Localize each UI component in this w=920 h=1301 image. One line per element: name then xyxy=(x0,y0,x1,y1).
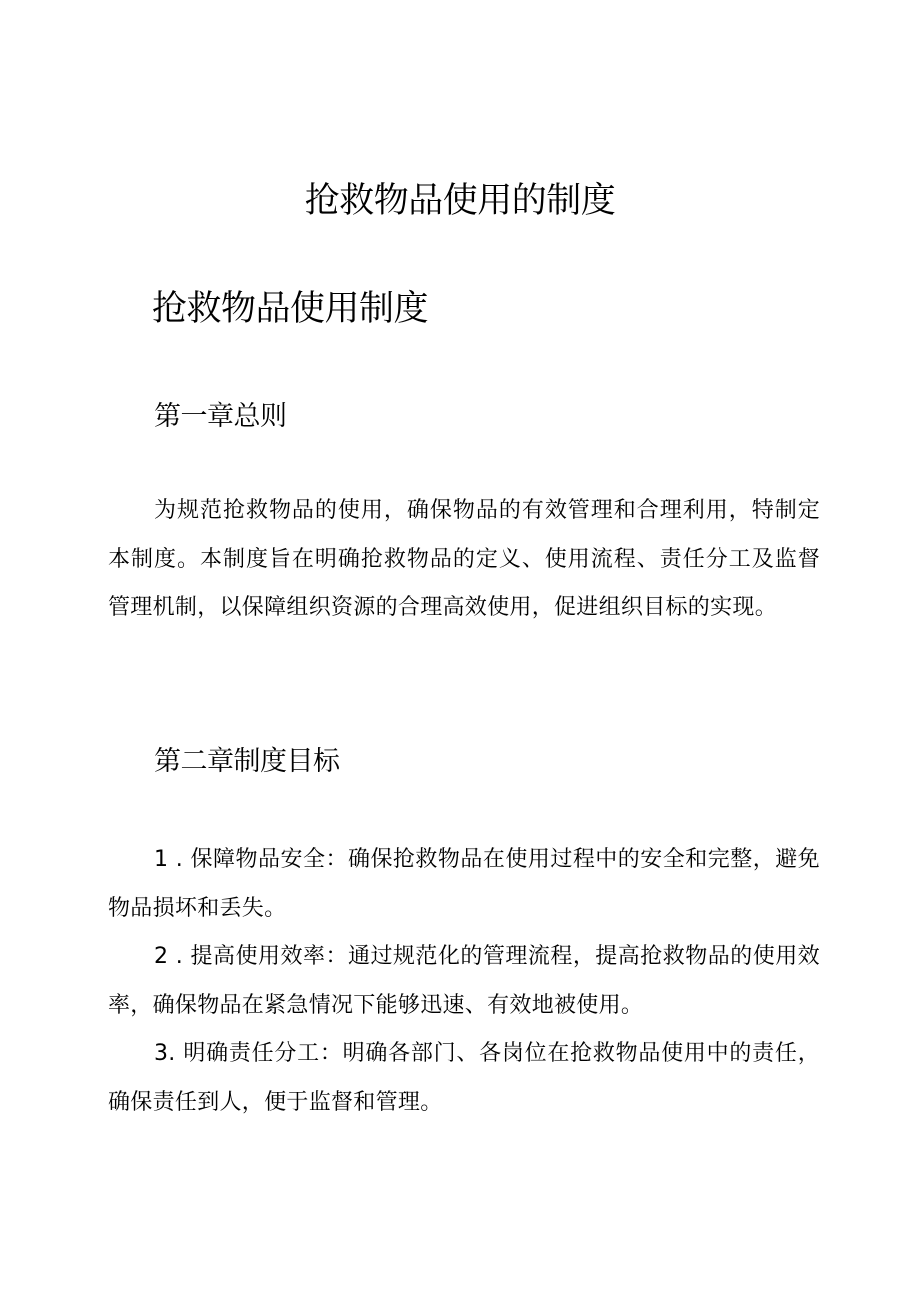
paragraph-goal-1: 1 . 保障物品安全：确保抢救物品在使用过程中的安全和完整，避免物品损坏和丢失。 xyxy=(108,847,820,921)
chapter-heading-general: 第一章总则 xyxy=(154,401,287,432)
paragraph-general-intro: 为规范抢救物品的使用，确保物品的有效管理和合理利用，特制定本制度。本制度旨在明确抢救物品的定义、使用流程、责任分工及监督管理机制，以保障组织资源的合理高效使用，促进组织目标的实现。 xyxy=(108,498,820,620)
paragraph-goal-2: 2 . 提高使用效率：通过规范化的管理流程，提高抢救物品的使用效率，确保物品在紧急情况下能够迅速、有效地被使用。 xyxy=(108,944,820,1018)
paragraph-goal-3: 3. 明确责任分工：明确各部门、各岗位在抢救物品使用中的责任，确保责任到人，便于监督和管理。 xyxy=(108,1041,820,1115)
chapter-heading-goals: 第二章制度目标 xyxy=(154,746,340,777)
document-subtitle: 抢救物品使用制度 xyxy=(152,289,429,329)
document-title: 抢救物品使用的制度 xyxy=(304,181,616,221)
